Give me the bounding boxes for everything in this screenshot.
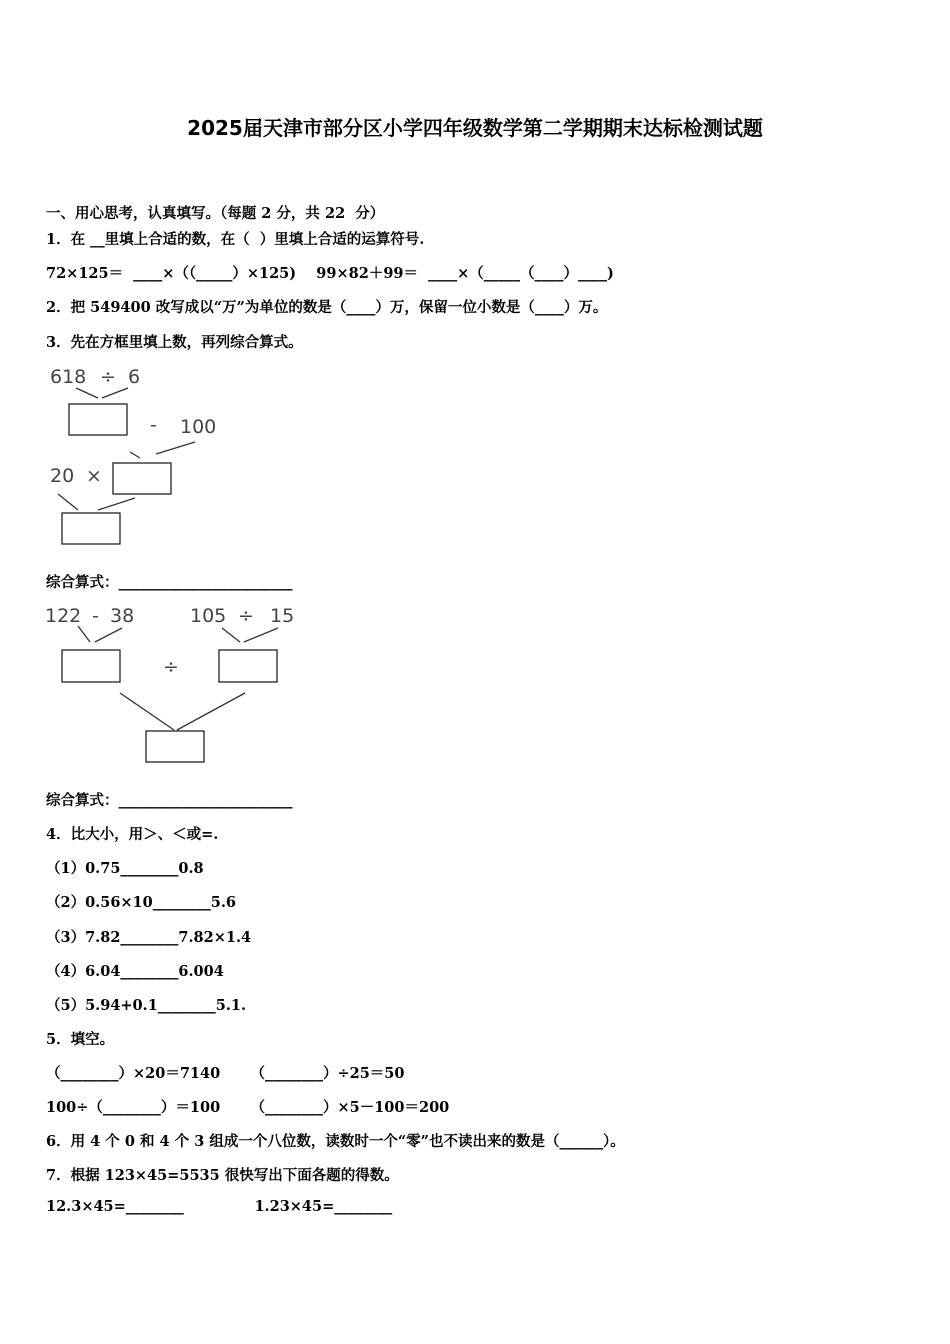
connector: [98, 498, 135, 510]
connector: [76, 388, 98, 398]
answer-box-3[interactable]: [62, 513, 120, 544]
connector: [156, 442, 195, 454]
diagram2-mid-op: ÷: [163, 656, 179, 678]
diagram1-mult-op: ×: [86, 465, 102, 487]
answer-box-5[interactable]: [219, 650, 277, 682]
section-heading: 一、用心思考，认真填写。（每题 2 分，共 22 分）: [46, 205, 385, 222]
page-title: 2025届天津市部分区小学四年级数学第二学期期末达标检测试题: [187, 116, 763, 140]
question-4-item: （3）7.82________7.82×1.4: [46, 929, 252, 946]
question-5-row-2: 100÷（________）＝100 （________）×5－100＝200: [46, 1099, 450, 1116]
connector: [102, 388, 128, 398]
answer-box-1[interactable]: [69, 404, 127, 435]
question-3: 3．先在方框里填上数，再列综合算式。: [46, 334, 303, 351]
diagram2-right-op: ÷: [238, 605, 254, 627]
connector: [177, 693, 245, 730]
question-4-item: （1）0.75________0.8: [46, 860, 204, 877]
diagram1-top-right: 6: [128, 366, 141, 388]
question-1: 1．在 __里填上合适的数，在（ ）里填上合适的运算符号.: [46, 231, 425, 248]
diagram2-right-a: 105: [190, 605, 227, 627]
tree-diagram-1: [40, 360, 280, 555]
question-4-item: （5）5.94+0.1________5.1.: [46, 997, 247, 1014]
answer-box-2[interactable]: [113, 463, 171, 494]
combined-formula-1: 综合算式：________________________: [46, 574, 293, 591]
connector: [222, 628, 240, 642]
question-5-row-1: （________）×20＝7140 （________）÷25＝50: [46, 1065, 405, 1082]
diagram1-minus-value: 100: [180, 416, 217, 438]
answer-box-4[interactable]: [62, 650, 120, 682]
question-5: 5．填空。: [46, 1031, 115, 1048]
connector: [120, 693, 174, 730]
connector: [244, 628, 278, 642]
connector: [58, 494, 78, 510]
question-6: 6．用 4 个 0 和 4 个 3 组成一个八位数，读数时一个“零”也不读出来的数是（______）。: [46, 1133, 625, 1150]
diagram2-left-a: 122: [45, 605, 82, 627]
answer-box-6[interactable]: [146, 731, 204, 762]
question-4-item: （4）6.04________6.004: [46, 963, 224, 980]
diagram2-left-op: -: [92, 605, 99, 627]
question-7: 7．根据 123×45=5535 很快写出下面各题的得数。: [46, 1167, 399, 1184]
diagram1-top-op: ÷: [100, 366, 116, 388]
connector: [78, 626, 90, 642]
diagram1-top-left: 618: [50, 366, 87, 388]
connector: [130, 452, 140, 458]
combined-formula-2: 综合算式：________________________: [46, 792, 293, 809]
diagram2-right-b: 15: [270, 605, 295, 627]
diagram2-left-b: 38: [110, 605, 135, 627]
question-2: 2．把 549400 改写成以“万”为单位的数是（____）万，保留一位小数是（____）万。: [46, 299, 608, 316]
question-7-row: 12.3×45=________ 1.23×45=________: [46, 1198, 393, 1215]
question-4: 4．比大小，用＞、＜或=.: [46, 826, 219, 843]
diagram1-mult-left: 20: [50, 465, 75, 487]
diagram1-minus: -: [150, 414, 157, 436]
connector: [95, 628, 122, 642]
tree-diagram-2: [40, 600, 320, 770]
question-4-item: （2）0.56×10________5.6: [46, 894, 236, 911]
question-1-expression: 72×125＝ ____×（（_____）×125) 99×82＋99＝ ____×（_____（____）____): [46, 265, 614, 282]
